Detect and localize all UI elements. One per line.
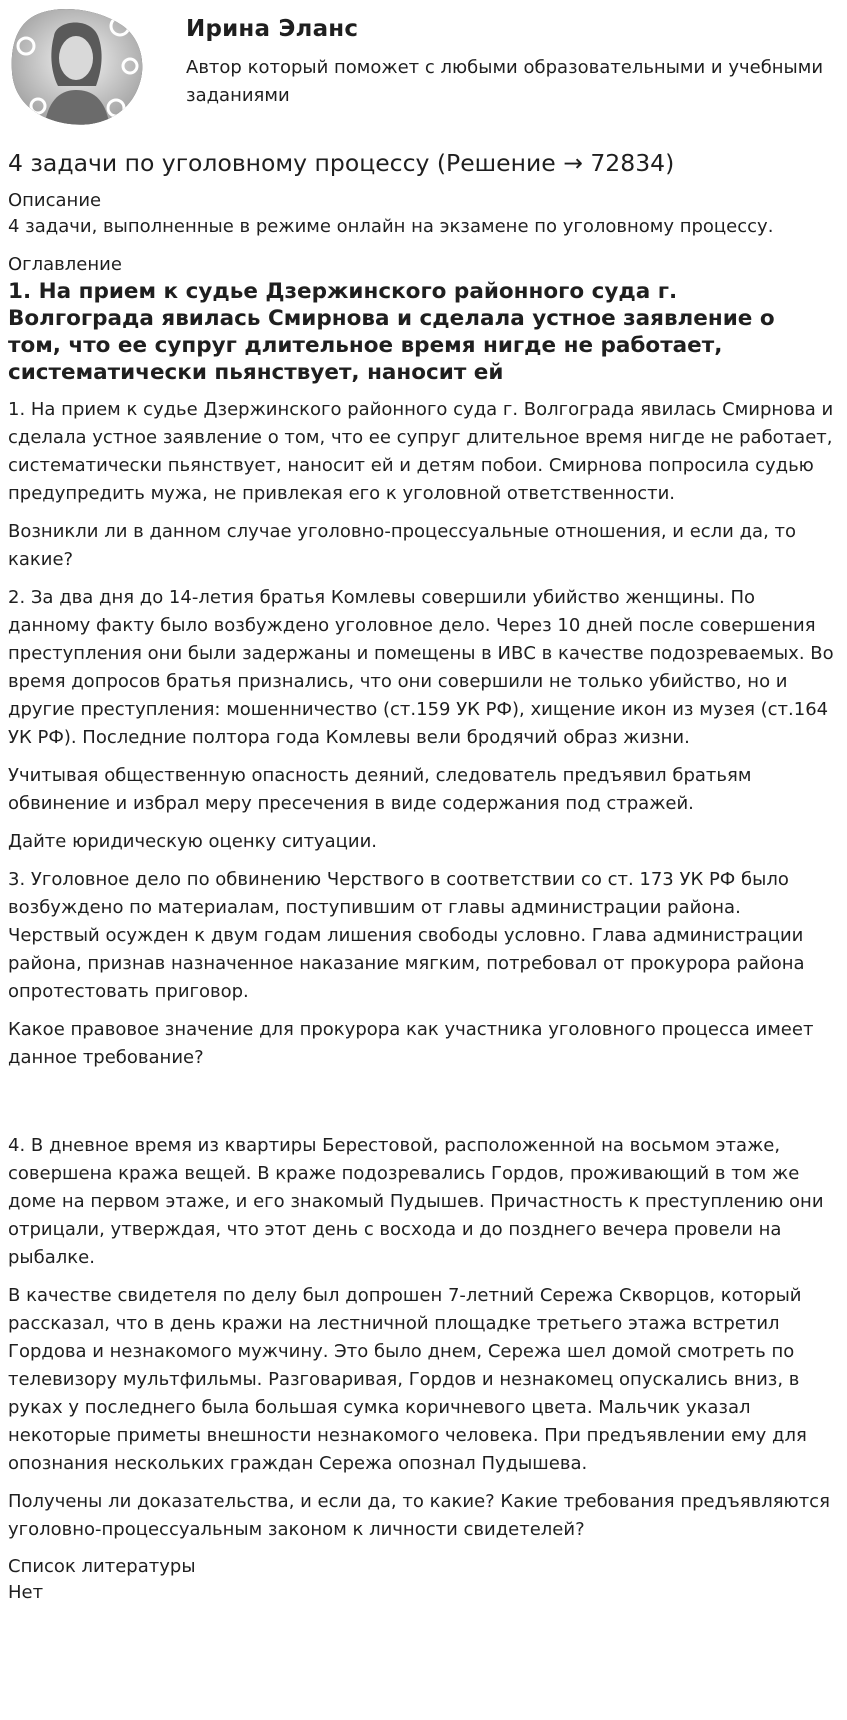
paragraph: 4. В дневное время из квартиры Берестовой, расположенной на восьмом этаже, совершена кража вещей. В краже подозревались Гордов, проживающий в том же доме на первом этаже, и его знакомый Пудышев. Причастность к преступлению они отрицали, утверждая, что этот день с восхода и до позднего вечера провели на рыбалке. [8, 1135, 824, 1268]
document-title: 4 задачи по уголовному процессу (Решение → 72834) [8, 149, 675, 177]
toc-label: Оглавление [8, 254, 122, 275]
paragraph: В качестве свидетеля по делу был допрошен 7-летний Сережа Скворцов, который рассказал, что в день кражи на лестничной площадке третьего этажа встретил Гордова и незнакомого мужчину. Это было днем, Сережа шел домой смотреть по телевизору мультфильмы. Разговаривая, Гордов и незнакомец опускались вниз, в руках у последнего была большая сумка коричневого цвета. Мальчик указал некоторые приметы внешности незнакомого человека. При предъявлении ему для опознания нескольких граждан Сережа опознал Пудышева. [8, 1285, 807, 1474]
literature-value: Нет [8, 1582, 44, 1603]
paragraph: Какое правовое значение для прокурора как участника уголовного процесса имеет данное требование? [8, 1019, 814, 1068]
paragraph: 2. За два дня до 14-летия братья Комлевы совершили убийство женщины. По данному факту было возбуждено уголовное дело. Через 10 дней после совершения преступления они были задержаны и помещены в ИВС в качестве подозреваемых. Во время допросов братья признались, что они совершили не только убийство, но и другие преступления: мошенничество (ст.159 УК РФ), хищение икон из музея (ст.164 УК РФ). Последние полтора года Комлевы вели бродячий образ жизни. [8, 587, 834, 748]
author-avatar [8, 6, 148, 128]
author-description: Автор который поможет с любыми образовательными и учебными заданиями [186, 57, 824, 106]
paragraph: 1. На прием к судье Дзержинского районного суда г. Волгограда явилась Смирнова и сделала устное заявление о том, что ее супруг длительное время нигде не работает, систематически пьянствует, наносит ей и детям побои. Смирнова попросила судью предупредить мужа, не привлекая его к уголовной ответственности. [8, 399, 834, 504]
paragraph: Возникли ли в данном случае уголовно-процессуальные отношения, и если да, то какие? [8, 521, 797, 570]
paragraph: 3. Уголовное дело по обвинению Черствого в соответствии со ст. 173 УК РФ было возбуждено по материалам, поступившим от главы администрации района. Черствый осужден к двум годам лишения свободы условно. Глава администрации района, признав назначенное наказание мягким, потребовал от прокурора района опротестовать приговор. [8, 869, 805, 1002]
blank-gap [8, 1082, 838, 1132]
description-label: Описание [8, 190, 102, 211]
paragraph: Получены ли доказательства, и если да, то какие? Какие требования предъявляются уголовно-процессуальным законом к личности свидетелей? [8, 1491, 830, 1540]
description-text: 4 задачи, выполненные в режиме онлайн на экзамене по уголовному процессу. [8, 216, 774, 237]
toc-heading: 1. На прием к судье Дзержинского районного суда г. Волгограда явилась Смирнова и сделала устное заявление о том, что ее супруг длительное время нигде не работает, систематически пьянствует, наносит ей [8, 279, 775, 385]
literature-label: Список литературы [8, 1556, 196, 1577]
document-content [8, 146, 838, 1606]
paragraph: Учитывая общественную опасность деяний, следователь предъявил братьям обвинение и избрал меру пресечения в виде содержания под стражей. [8, 765, 752, 814]
paragraph: Дайте юридическую оценку ситуации. [8, 831, 377, 852]
author-name[interactable]: Ирина Эланс [186, 16, 359, 42]
author-card [8, 6, 838, 128]
